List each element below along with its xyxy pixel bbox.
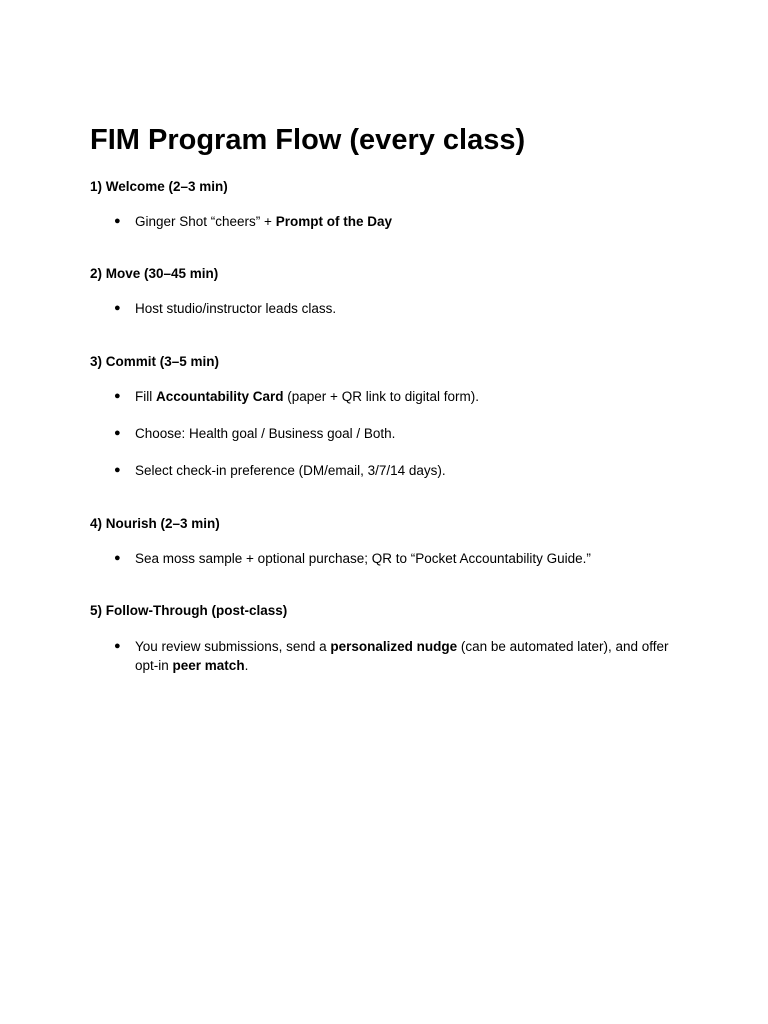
list-item-text: Fill Accountability Card (paper + QR link to digital form). — [135, 389, 479, 404]
section-heading-move: 2) Move (30–45 min) — [90, 266, 219, 281]
list-item — [114, 299, 674, 318]
page-title: FIM Program Flow (every class) — [90, 124, 526, 156]
bullet-icon: ● — [114, 640, 121, 652]
bullet-icon: ● — [114, 464, 121, 476]
section-heading-commit: 3) Commit (3–5 min) — [90, 354, 220, 369]
list-item-text: Choose: Health goal / Business goal / Both. — [135, 426, 396, 441]
bullet-icon: ● — [114, 552, 121, 564]
bullet-icon: ● — [114, 427, 121, 439]
list-item — [114, 212, 674, 231]
section-heading-follow-through: 5) Follow-Through (post-class) — [90, 603, 288, 618]
list-item-text: You review submissions, send a personalized nudge (can be automated later), and offer opt-in peer match. — [135, 639, 669, 673]
list-item — [114, 461, 674, 480]
list-item — [114, 387, 674, 406]
section-heading-nourish: 4) Nourish (2–3 min) — [90, 516, 220, 531]
list-item-text: Select check-in preference (DM/email, 3/7/14 days). — [135, 463, 446, 478]
bullet-icon: ● — [114, 215, 121, 227]
section-heading-welcome: 1) Welcome (2–3 min) — [90, 179, 228, 194]
list-item — [114, 549, 674, 568]
list-item — [114, 637, 674, 675]
list-item-text: Ginger Shot “cheers” + Prompt of the Day — [135, 214, 392, 229]
bullet-icon: ● — [114, 390, 121, 402]
list-item-text: Sea moss sample + optional purchase; QR to “Pocket Accountability Guide.” — [135, 551, 591, 566]
list-item — [114, 424, 674, 443]
bullet-icon: ● — [114, 302, 121, 314]
list-item-text: Host studio/instructor leads class. — [135, 301, 337, 316]
